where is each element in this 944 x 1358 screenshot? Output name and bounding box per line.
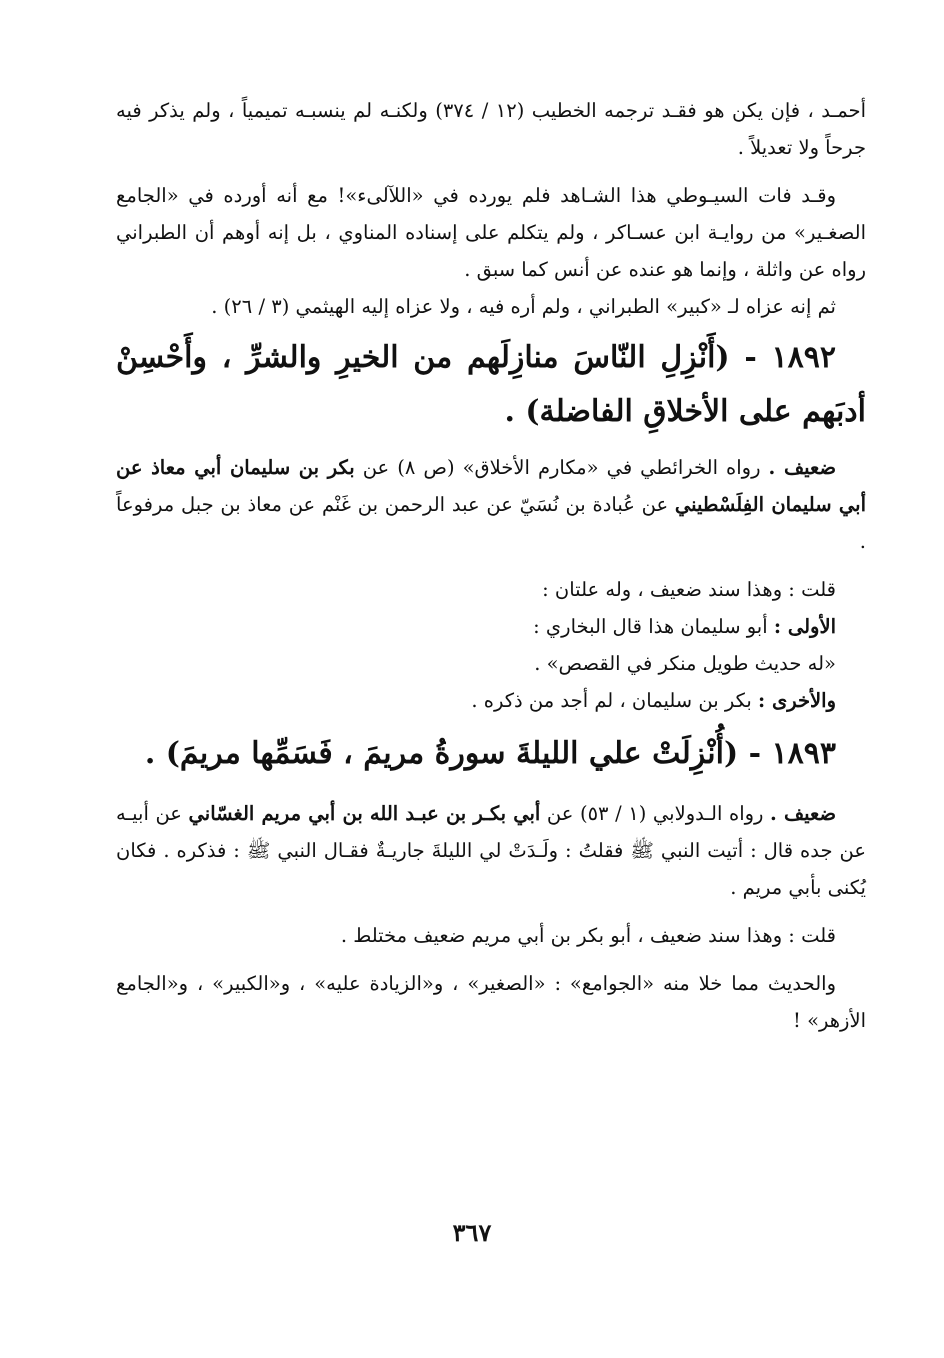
page-body [116, 92, 866, 1272]
notes-1892-second [116, 682, 866, 719]
narrator-name: بكر بن سليمان أبي معاذ عن أبي سليمان الفِلَسْطيني [116, 456, 867, 516]
notes-1893-intro: قلت : وهذا سند ضعيف ، أبو بكر بن أبي مريم ضعيف مختلط . [340, 924, 836, 947]
grading-label: ضعيف . [770, 802, 837, 825]
hadith-1892-number: ١٨٩٢ - [744, 340, 836, 375]
grading-text-a: رواه الخرائطي في «مكارم الأخلاق» (ص ٨) عن [354, 456, 769, 479]
notes-1892-intro: قلت : وهذا سند ضعيف ، وله علتان : [542, 578, 836, 601]
notes-1892-first [116, 608, 866, 645]
page-number: ٣٦٧ [452, 1218, 492, 1247]
hadith-1893-number: ١٨٩٣ - [748, 736, 836, 771]
notes-1893-final: والحديث مما خلا منه «الجوامع» : «الصغير» ، و«الزيادة عليه» ، و«الكبير» ، و«الجامع الأزهر» ! [116, 972, 866, 1032]
notes-1892-quote: «له حديث طويل منكر في القصص» . [534, 652, 836, 675]
hadith-1892-grading [116, 449, 866, 560]
paragraph-continuation: أحمـد ، فإن يكن هو فقـد ترجمه الخطيب (١٢ / ٣٧٤) ولكنـه لم ينسبـه تميمياً ، ولم يذكر فيه جرحاً ولا تعديلاً . [116, 99, 867, 159]
hadith-1892-heading [116, 331, 866, 439]
second-text: بكر بن سليمان ، لم أجد من ذكره . [471, 689, 758, 712]
hadith-1893-text: (أُنْزِلَتْ علي الليلةَ سورةُ مريمَ ، فَسَمِّها مريمَ) . [144, 736, 739, 771]
paragraph-suyuti-note: وقـد فات السيـوطي هذا الشـاهد فلم يورده في «اللآلىء»! مع أنه أورده في «الجامع الصغـير» من روايـة ابن عسـاكر ، ولم يتكلم على إسناده المناوي ، بل إنه أوهم أن الطبراني رواه عن واثلة ، وإنما هو عنده عن أنس كما سبق . [116, 184, 866, 281]
hadith-1893-heading [116, 727, 866, 781]
first-label: الأولى : [773, 615, 836, 638]
hadith-1893-grading [116, 795, 866, 906]
grading-text-b: عن أبيـه عن جده قال : أتيت النبي ﷺ فقلتُ : ولَـدَتْ لي الليلةَ جاريـةٌ فقـال النبي ﷺ : فذكره . فكان يُكنى بأبي مريم . [116, 802, 866, 899]
grading-text-b: عن عُبادة بن نُسَيّ عن عبد الرحمن بن غَنْم عن معاذ بن جبل مرفوعاً . [116, 493, 866, 553]
grading-text-a: رواه الـدولابي (١ / ٥٣) عن [540, 802, 771, 825]
grading-label: ضعيف . [768, 456, 837, 479]
hadith-1892-text: (أَنْزِلِ النّاسَ منازِلَهم من الخيرِ والشرِّ ، وأَحْسِنْ أدبَهم على الأخلاقِ الفاضلة) . [116, 340, 866, 429]
second-label: والأخرى : [757, 689, 836, 712]
first-text: أبو سليمان هذا قال البخاري : [533, 615, 774, 638]
narrator-name: أبي بكـر بن عبـد الله بن أبي مريم الغسّاني [188, 802, 541, 825]
paragraph-tabarani-note: ثم إنه عزاه لـ «كبير» الطبراني ، ولم أره فيه ، ولا عزاه إليه الهيثمي (٣ / ٢٦) . [211, 295, 836, 318]
